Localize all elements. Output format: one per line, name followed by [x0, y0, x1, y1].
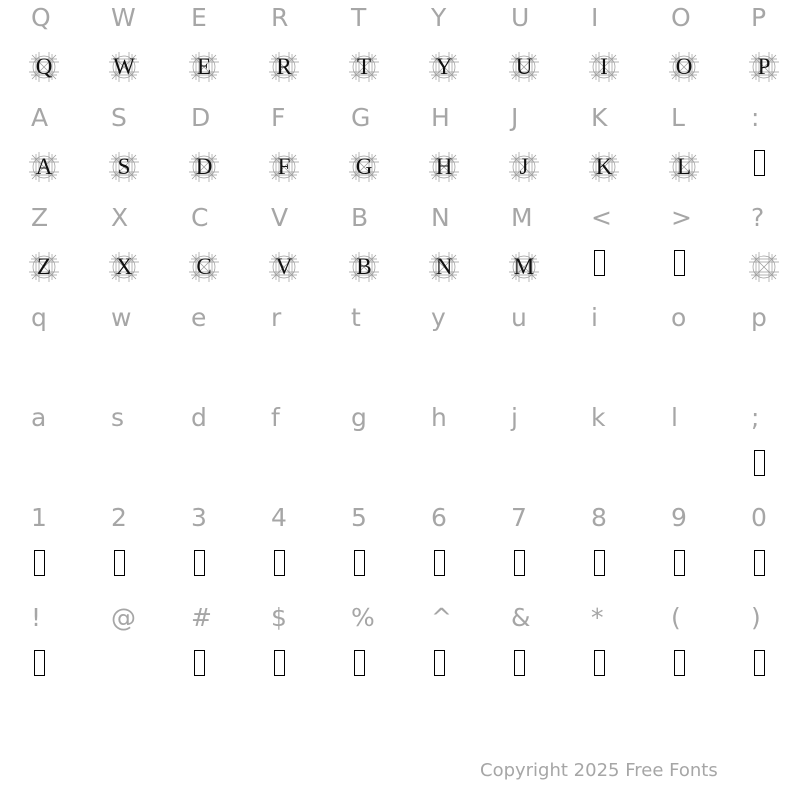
glyph-cell [241, 0, 321, 100]
missing-glyph-icon [594, 550, 605, 576]
glyph-cell [321, 0, 401, 100]
glyph-cell [321, 200, 401, 300]
glyph-cell [481, 600, 561, 700]
ornamental-glyph [107, 50, 141, 84]
glyph-letter: J [519, 154, 529, 179]
glyph-letter: F [277, 154, 291, 179]
glyph-cell [401, 600, 481, 700]
missing-glyph-icon [674, 250, 685, 276]
ornamental-glyph [747, 50, 781, 84]
key-label: * [591, 603, 604, 632]
key-label: A [31, 103, 49, 132]
key-label: ) [751, 603, 761, 632]
key-label: s [111, 403, 125, 432]
key-label: $ [271, 603, 287, 632]
glyph-letter: U [515, 54, 533, 79]
ornamental-glyph [187, 250, 221, 284]
glyph-letter: A [35, 154, 53, 179]
key-label: u [511, 303, 527, 332]
glyph-cell [81, 500, 161, 600]
key-label: L [671, 103, 685, 132]
glyph-letter: S [117, 154, 131, 179]
missing-glyph-icon [34, 650, 45, 676]
glyph-letter: P [757, 54, 771, 79]
glyph-cell [641, 500, 721, 600]
missing-glyph-icon [514, 550, 525, 576]
key-label: j [511, 403, 518, 432]
ornamental-glyph [427, 50, 461, 84]
key-label: ? [751, 203, 765, 232]
ornamental-glyph [667, 50, 701, 84]
key-label: Q [31, 3, 51, 32]
ornamental-glyph [187, 150, 221, 184]
glyph-cell [321, 100, 401, 200]
key-label: H [431, 103, 450, 132]
key-label: g [351, 403, 367, 432]
key-label: V [271, 203, 289, 232]
ornamental-glyph [347, 50, 381, 84]
ornamental-glyph [587, 150, 621, 184]
glyph-cell [321, 400, 401, 500]
key-label: l [671, 403, 678, 432]
glyph-letter: C [196, 254, 212, 279]
ornamental-glyph [27, 150, 61, 184]
glyph-cell [161, 0, 241, 100]
glyph-cell [81, 0, 161, 100]
glyph-cell [401, 0, 481, 100]
key-label: D [191, 103, 211, 132]
glyph-cell [641, 300, 721, 400]
glyph-cell [561, 400, 641, 500]
glyph-cell [161, 300, 241, 400]
ornamental-glyph [747, 250, 781, 284]
glyph-letter: Y [435, 54, 453, 79]
key-label: E [191, 3, 207, 32]
key-label: o [671, 303, 687, 332]
key-label: F [271, 103, 286, 132]
glyph-cell [401, 400, 481, 500]
key-label: M [511, 203, 533, 232]
key-label: R [271, 3, 289, 32]
ornamental-glyph [587, 50, 621, 84]
ornamental-glyph [267, 250, 301, 284]
glyph-cell [561, 300, 641, 400]
ornamental-glyph [27, 250, 61, 284]
glyph-cell [241, 600, 321, 700]
key-label: & [511, 603, 531, 632]
glyph-cell [561, 0, 641, 100]
missing-glyph-icon [594, 250, 605, 276]
glyph-cell [1, 300, 81, 400]
key-label: ! [31, 603, 42, 632]
glyph-cell [481, 300, 561, 400]
glyph-cell [161, 100, 241, 200]
glyph-cell [1, 200, 81, 300]
key-label: k [591, 403, 606, 432]
ornamental-glyph [507, 150, 541, 184]
key-label: h [431, 403, 447, 432]
glyph-cell [161, 200, 241, 300]
glyph-cell [1, 400, 81, 500]
key-label: Y [431, 3, 447, 32]
copyright-footer: Copyright 2025 Free Fonts [480, 760, 718, 781]
glyph-cell [721, 100, 800, 200]
key-label: 4 [271, 503, 287, 532]
key-label: p [751, 303, 767, 332]
glyph-letter: Q [35, 54, 53, 79]
glyph-cell [321, 300, 401, 400]
glyph-cell [401, 100, 481, 200]
glyph-letter: K [595, 154, 613, 179]
ornamental-glyph [267, 150, 301, 184]
glyph-cell [481, 500, 561, 600]
key-label: G [351, 103, 371, 132]
glyph-cell [721, 200, 800, 300]
ornamental-glyph [27, 50, 61, 84]
key-label: 8 [591, 503, 607, 532]
glyph-cell [1, 500, 81, 600]
glyph-cell [721, 0, 800, 100]
glyph-letter: Z [36, 254, 52, 279]
glyph-cell [401, 500, 481, 600]
ornamental-glyph [107, 150, 141, 184]
glyph-cell [81, 300, 161, 400]
key-label: 0 [751, 503, 767, 532]
glyph-cell [721, 400, 800, 500]
glyph-letter: O [675, 54, 693, 79]
glyph-letter: L [676, 154, 692, 179]
glyph-cell [641, 100, 721, 200]
glyph-letter: D [195, 154, 213, 179]
key-label: 5 [351, 503, 367, 532]
key-label: f [271, 403, 280, 432]
glyph-letter: B [356, 254, 372, 279]
missing-glyph-icon [434, 550, 445, 576]
key-label: y [431, 303, 446, 332]
glyph-cell [81, 400, 161, 500]
missing-glyph-icon [674, 650, 685, 676]
glyph-letter: R [276, 54, 292, 79]
glyph-letter: M [513, 254, 535, 279]
glyph-cell [241, 500, 321, 600]
key-label: a [31, 403, 47, 432]
missing-glyph-icon [194, 650, 205, 676]
key-label: 7 [511, 503, 527, 532]
missing-glyph-icon [274, 550, 285, 576]
ornamental-glyph [187, 50, 221, 84]
ornamental-glyph [427, 150, 461, 184]
glyph-cell [161, 500, 241, 600]
missing-glyph-icon [754, 550, 765, 576]
key-label: @ [111, 603, 136, 632]
key-label: : [751, 103, 760, 132]
key-label: 3 [191, 503, 207, 532]
ornamental-glyph [667, 150, 701, 184]
glyph-cell [481, 200, 561, 300]
ornamental-glyph [267, 50, 301, 84]
glyph-cell [1, 0, 81, 100]
glyph-cell [1, 100, 81, 200]
key-label: C [191, 203, 209, 232]
missing-glyph-icon [194, 550, 205, 576]
key-label: Z [31, 203, 49, 232]
key-label: % [351, 603, 375, 632]
key-label: e [191, 303, 207, 332]
missing-glyph-icon [434, 650, 445, 676]
key-label: W [111, 3, 136, 32]
glyph-cell [481, 100, 561, 200]
glyph-cell [321, 600, 401, 700]
glyph-cell [481, 0, 561, 100]
missing-glyph-icon [514, 650, 525, 676]
key-label: B [351, 203, 369, 232]
key-label: # [191, 603, 212, 632]
ornamental-glyph [507, 250, 541, 284]
glyph-letter: X [115, 254, 133, 279]
missing-glyph-icon [114, 550, 125, 576]
key-label: X [111, 203, 129, 232]
ornamental-glyph [427, 250, 461, 284]
glyph-cell [561, 600, 641, 700]
glyph-cell [241, 300, 321, 400]
key-label: < [591, 203, 612, 232]
key-label: ; [751, 403, 760, 432]
glyph-letter: W [113, 54, 135, 79]
glyph-cell [401, 300, 481, 400]
missing-glyph-icon [354, 550, 365, 576]
key-label: 6 [431, 503, 447, 532]
key-label: P [751, 3, 767, 32]
missing-glyph-icon [754, 450, 765, 476]
glyph-cell [81, 600, 161, 700]
key-label: U [511, 3, 530, 32]
missing-glyph-icon [754, 650, 765, 676]
ornamental-glyph [347, 250, 381, 284]
glyph-cell [561, 500, 641, 600]
missing-glyph-icon [34, 550, 45, 576]
glyph-cell [721, 300, 800, 400]
key-label: O [671, 3, 691, 32]
glyph-letter: N [435, 254, 453, 279]
key-label: 9 [671, 503, 687, 532]
glyph-letter: H [435, 154, 453, 179]
key-label: t [351, 303, 361, 332]
missing-glyph-icon [274, 650, 285, 676]
glyph-letter: T [356, 54, 372, 79]
glyph-cell [481, 400, 561, 500]
glyph-cell [241, 200, 321, 300]
glyph-cell [721, 500, 800, 600]
glyph-cell [401, 200, 481, 300]
glyph-cell [561, 200, 641, 300]
glyph-cell [561, 100, 641, 200]
key-label: S [111, 103, 127, 132]
glyph-cell [161, 600, 241, 700]
glyph-cell [641, 200, 721, 300]
key-label: 2 [111, 503, 127, 532]
glyph-letter: E [196, 54, 212, 79]
glyph-cell [241, 400, 321, 500]
key-label: w [111, 303, 132, 332]
glyph-letter: V [275, 254, 293, 279]
key-label: 1 [31, 503, 47, 532]
ornamental-glyph [107, 250, 141, 284]
key-label: K [591, 103, 608, 132]
key-label: ^ [431, 603, 452, 632]
key-label: ( [671, 603, 681, 632]
ornamental-glyph [507, 50, 541, 84]
missing-glyph-icon [674, 550, 685, 576]
missing-glyph-icon [754, 150, 765, 176]
glyph-cell [81, 100, 161, 200]
glyph-letter: I [600, 54, 608, 79]
glyph-cell [1, 600, 81, 700]
key-label: r [271, 303, 282, 332]
missing-glyph-icon [354, 650, 365, 676]
key-label: > [671, 203, 692, 232]
glyph-cell [721, 600, 800, 700]
glyph-cell [641, 0, 721, 100]
key-label: N [431, 203, 450, 232]
glyph-letter: G [355, 154, 373, 179]
ornament-frame-icon [747, 250, 781, 284]
key-label: q [31, 303, 47, 332]
key-label: I [591, 3, 599, 32]
glyph-cell [81, 200, 161, 300]
key-label: i [591, 303, 598, 332]
key-label: d [191, 403, 207, 432]
glyph-cell [641, 400, 721, 500]
glyph-cell [641, 600, 721, 700]
glyph-cell [161, 400, 241, 500]
key-label: J [511, 103, 519, 132]
glyph-cell [241, 100, 321, 200]
glyph-cell [321, 500, 401, 600]
key-label: T [351, 3, 367, 32]
missing-glyph-icon [594, 650, 605, 676]
ornamental-glyph [347, 150, 381, 184]
